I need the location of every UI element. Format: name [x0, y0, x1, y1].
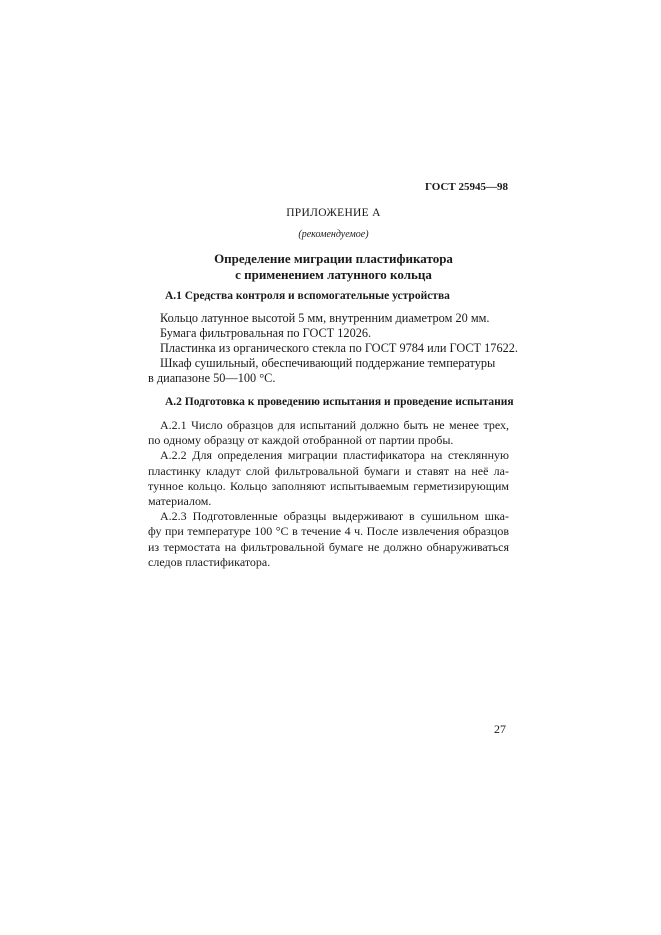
- section-2-line: пластинку кладут слой фильтровальной бумаги и ставят на неё ла-: [148, 463, 509, 478]
- appendix-title-line-2: с применением латунного кольца: [235, 267, 432, 282]
- document-code: ГОСТ 25945—98: [425, 181, 508, 193]
- section-1-line: Пластинка из органического стекла по ГОСТ 9784 или ГОСТ 17622.: [160, 341, 518, 356]
- section-1-line: Бумага фильтровальная по ГОСТ 12026.: [160, 326, 372, 341]
- section-1-line: в диапазоне 50—100 °С.: [148, 371, 276, 386]
- section-2-heading: А.2 Подготовка к проведению испытания и проведение испытания: [165, 396, 514, 408]
- section-1-body: [148, 311, 518, 386]
- section-2-line: фу при температуре 100 °С в течение 4 ч. После извлечения образцов: [148, 524, 509, 539]
- appendix-title-line-1: Определение миграции пластификатора: [214, 251, 453, 266]
- section-2-line: по одному образцу от каждой отобранной от партии пробы.: [148, 433, 454, 448]
- appendix-status: (рекомендуемое): [298, 229, 369, 240]
- section-1-line: Шкаф сушильный, обеспечивающий поддержание температуры: [160, 356, 496, 371]
- section-2-line: тунное кольцо. Кольцо заполняют испытываемым герметизирующим: [148, 478, 509, 493]
- section-1-line: Кольцо латунное высотой 5 мм, внутренним диаметром 20 мм.: [160, 311, 490, 325]
- section-2-line: А.2.1 Число образцов для испытаний должно быть не менее трех,: [160, 418, 509, 432]
- section-2-line: из термостата на фильтровальной бумаге не должно обнаруживаться: [148, 539, 509, 554]
- section-2-line: А.2.3 Подготовленные образцы выдерживают в сушильном шка-: [160, 509, 509, 524]
- appendix-title: [158, 251, 509, 283]
- section-1-heading: А.1 Средства контроля и вспомогательные устройства: [165, 290, 450, 302]
- section-2-line: материалом.: [148, 494, 212, 509]
- section-2-body: [148, 418, 509, 570]
- appendix-label: ПРИЛОЖЕНИЕ А: [286, 207, 381, 219]
- section-2-line: следов пластификатора.: [148, 554, 271, 569]
- section-2-line: А.2.2 Для определения миграции пластификатора на стеклянную: [160, 448, 509, 463]
- page-number: 27: [494, 722, 506, 736]
